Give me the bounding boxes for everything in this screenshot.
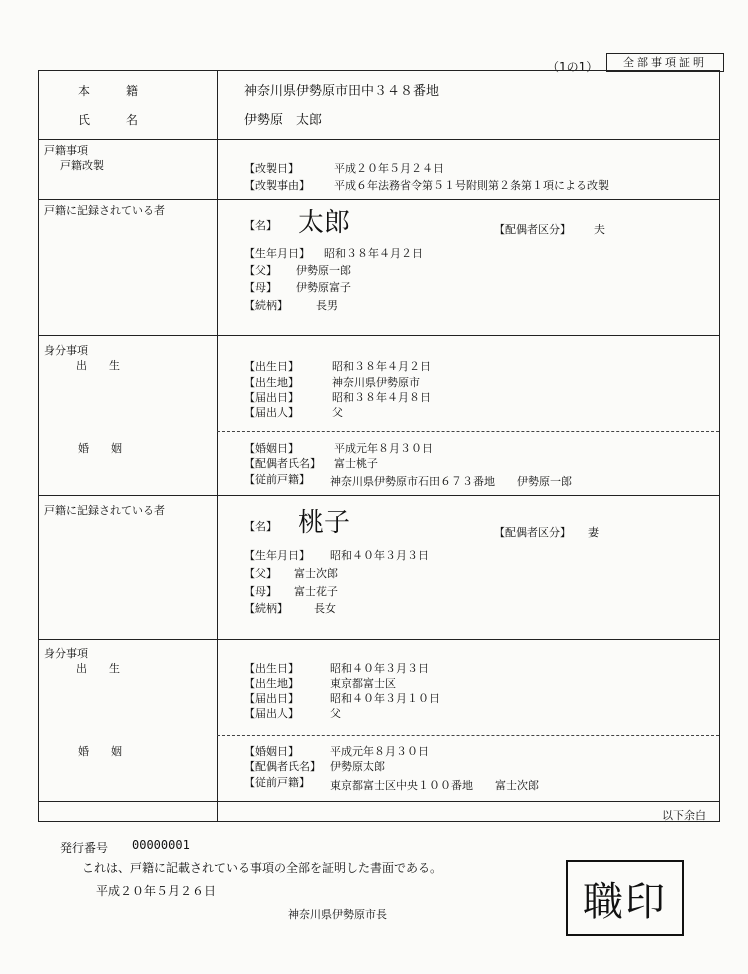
marriage-field-value: 富士桃子 [334, 457, 378, 470]
official-seal [566, 860, 684, 936]
detail-label: 【母】 [244, 281, 277, 294]
row-divider [39, 139, 719, 140]
issuer-name: 神奈川県伊勢原市長 [288, 908, 387, 921]
kaisei-reason-value: 平成６年法務省令第５１号附則第２条第１項による改製 [334, 179, 609, 192]
marriage-label: 婚 姻 [78, 442, 122, 455]
detail-value: 伊勢原富子 [296, 281, 351, 294]
marriage-field-value: 伊勢原太郎 [330, 760, 385, 773]
official-seal-text: 職印 [583, 878, 667, 925]
detail-value: 伊勢原一郎 [296, 264, 351, 277]
marriage-field-label: 【従前戸籍】 [244, 473, 310, 486]
detail-value: 富士次郎 [294, 567, 338, 580]
detail-value: 昭和３８年４月２日 [324, 247, 423, 260]
birth-field-value: 昭和３８年４月８日 [332, 391, 431, 404]
birth-field-label: 【出生日】 [244, 662, 299, 675]
detail-label: 【父】 [244, 264, 277, 277]
birth-field-value: 東京都富士区 [330, 677, 396, 690]
row-divider [39, 801, 719, 802]
person-section-label: 戸籍に記録されている者 [44, 204, 165, 217]
given-name: 桃子 [298, 508, 351, 538]
dotted-divider [217, 735, 719, 736]
detail-label: 【父】 [244, 567, 277, 580]
given-name-field-label: 【名】 [244, 520, 277, 533]
birth-label: 出 生 [76, 662, 120, 675]
name-label: 氏 名 [78, 113, 139, 127]
koseki-section-title: 戸籍事項 [44, 144, 88, 157]
column-divider [217, 71, 218, 821]
birth-label: 出 生 [76, 359, 120, 372]
detail-label: 【生年月日】 [244, 247, 310, 260]
birth-field-label: 【届出人】 [244, 406, 299, 419]
kaisei-date-value: 平成２０年５月２４日 [334, 162, 444, 175]
marriage-field-value: 神奈川県伊勢原市石田６７３番地 伊勢原一郎 [330, 475, 572, 488]
honseki-value: 神奈川県伊勢原市田中３４８番地 [244, 84, 440, 99]
birth-field-value: 父 [330, 707, 341, 720]
birth-field-label: 【出生日】 [244, 360, 299, 373]
issue-number-label: 発行番号 [60, 841, 109, 855]
marriage-field-label: 【配偶者氏名】 [244, 457, 321, 470]
row-divider [39, 335, 719, 336]
birth-field-value: 昭和４０年３月３日 [330, 662, 429, 675]
dotted-divider [217, 431, 719, 432]
birth-field-value: 昭和３８年４月２日 [332, 360, 431, 373]
name-value: 伊勢原 太郎 [244, 113, 323, 128]
marriage-label: 婚 姻 [78, 745, 122, 758]
certificate-type-box: 全部事項証明 [606, 53, 724, 72]
issue-number: 00000001 [132, 838, 190, 852]
marriage-field-label: 【婚姻日】 [244, 745, 299, 758]
birth-field-label: 【出生地】 [244, 376, 299, 389]
detail-value: 富士花子 [294, 585, 338, 598]
spouse-category-value: 妻 [588, 526, 599, 539]
koseki-section-subtitle: 戸籍改製 [60, 159, 104, 172]
marriage-field-label: 【配偶者氏名】 [244, 760, 321, 773]
birth-field-value: 昭和４０年３月１０日 [330, 692, 440, 705]
detail-label: 【続柄】 [244, 299, 288, 312]
marriage-field-label: 【婚姻日】 [244, 442, 299, 455]
given-name-field-label: 【名】 [244, 219, 277, 232]
honseki-label: 本 籍 [78, 84, 139, 98]
row-divider [39, 639, 719, 640]
marriage-field-value: 平成元年８月３０日 [330, 745, 429, 758]
birth-field-label: 【届出日】 [244, 692, 299, 705]
birth-field-value: 神奈川県伊勢原市 [332, 376, 420, 389]
spouse-category-label: 【配偶者区分】 [494, 223, 571, 236]
row-divider [39, 199, 719, 200]
detail-value: 昭和４０年３月３日 [330, 549, 429, 562]
end-of-record-note: 以下余白 [662, 809, 706, 822]
marriage-field-label: 【従前戸籍】 [244, 776, 310, 789]
detail-label: 【母】 [244, 585, 277, 598]
page-indicator: （1の1） [547, 60, 599, 74]
birth-field-label: 【届出人】 [244, 707, 299, 720]
person-section-label: 戸籍に記録されている者 [44, 504, 165, 517]
certification-statement: これは、戸籍に記載されている事項の全部を証明した書面である。 [82, 861, 443, 875]
birth-field-label: 【届出日】 [244, 391, 299, 404]
spouse-category-label: 【配偶者区分】 [494, 526, 571, 539]
detail-label: 【生年月日】 [244, 549, 310, 562]
given-name: 太郎 [298, 208, 351, 238]
issue-date: 平成２０年５月２６日 [96, 884, 217, 898]
status-section-title: 身分事項 [44, 647, 88, 660]
detail-value: 長男 [316, 299, 338, 312]
row-divider [39, 495, 719, 496]
status-section-title: 身分事項 [44, 344, 88, 357]
birth-field-value: 父 [332, 406, 343, 419]
kaisei-reason-label: 【改製事由】 [244, 179, 310, 192]
marriage-field-value: 東京都富士区中央１００番地 富士次郎 [330, 779, 539, 792]
detail-value: 長女 [314, 602, 336, 615]
birth-field-label: 【出生地】 [244, 677, 299, 690]
marriage-field-value: 平成元年８月３０日 [334, 442, 433, 455]
kaisei-date-label: 【改製日】 [244, 162, 299, 175]
detail-label: 【続柄】 [244, 602, 288, 615]
spouse-category-value: 夫 [594, 223, 605, 236]
